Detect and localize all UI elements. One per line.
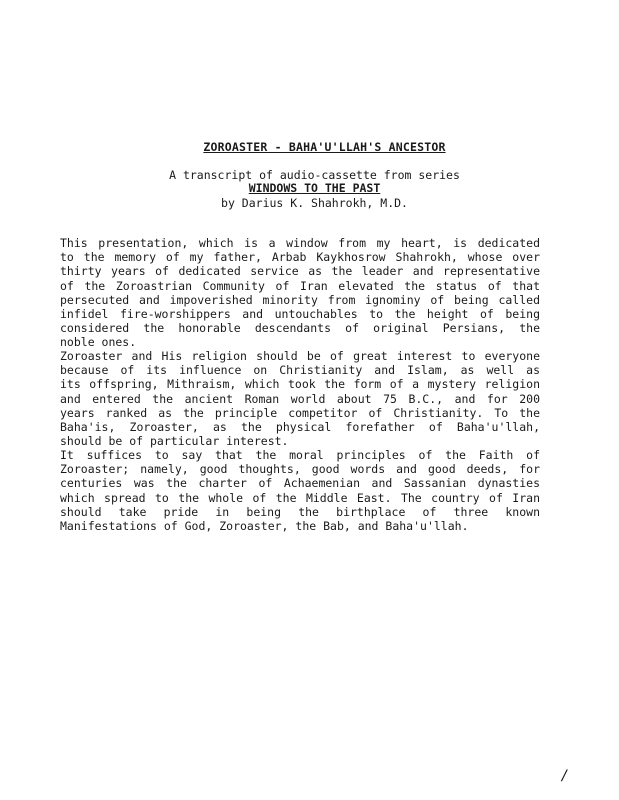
author-byline: by Darius K. Shahrokh, M.D. [221, 196, 408, 210]
text-line: It suffices to say that the moral principles of the Faith of [60, 448, 540, 462]
text-line: Manifestations of God, Zoroaster, the Bab, and Baha'u'llah. [60, 519, 469, 534]
document-title: ZOROASTER - BAHA'U'LLAH'S ANCESTOR [203, 140, 446, 154]
text-line: Zoroaster and His religion should be of great interest to everyone [60, 349, 540, 363]
text-line: thirty years of dedicated service as the leader and representative [60, 264, 540, 279]
paragraph-dedication [60, 236, 540, 350]
text-line: its offspring, Mithraism, which took the form of a mystery religion [60, 377, 540, 392]
transcript-subtitle: A transcript of audio-cassette from series [169, 168, 460, 182]
text-line: years ranked as the principle competitor of Christianity. To the [60, 405, 540, 420]
text-line: This presentation, which is a window from my heart, is dedicated [60, 236, 540, 250]
text-line: persecuted and impoverished minority from ignominy of being called [60, 292, 540, 307]
text-line: because of its influence on Christianity and Islam, as well as [60, 363, 540, 378]
paragraph-zoroaster-interest [60, 349, 540, 448]
text-line: which spread to the whole of the Middle East. The country of Iran [60, 490, 540, 505]
text-line: Baha'is, Zoroaster, as the physical forefather of Baha'u'llah, [60, 420, 540, 435]
text-line: centuries was the charter of Achaemenian and Sassanian dynasties [60, 476, 540, 491]
text-line: should be of particular interest. [60, 434, 289, 449]
text-line: noble ones. [60, 335, 137, 350]
series-name: WINDOWS TO THE PAST [248, 181, 381, 195]
text-line: infidel fire-worshippers and untouchables to the height of being [60, 307, 540, 322]
text-line: considered the honorable descendants of original Persians, the [60, 321, 540, 336]
text-line: and entered the ancient Roman world about 75 B.C., and for 200 [60, 391, 540, 406]
text-line: to the memory of my father, Arbab Kaykhosrow Shahrokh, whose over [60, 250, 540, 265]
text-line: Zoroaster; namely, good thoughts, good words and good deeds, for [60, 462, 540, 477]
text-line: should take pride in being the birthplace of three known [60, 504, 540, 519]
page-mark: / [560, 768, 569, 784]
paragraph-moral-principles [60, 448, 540, 533]
text-line: of the Zoroastrian Community of Iran elevated the status of that [60, 278, 540, 293]
